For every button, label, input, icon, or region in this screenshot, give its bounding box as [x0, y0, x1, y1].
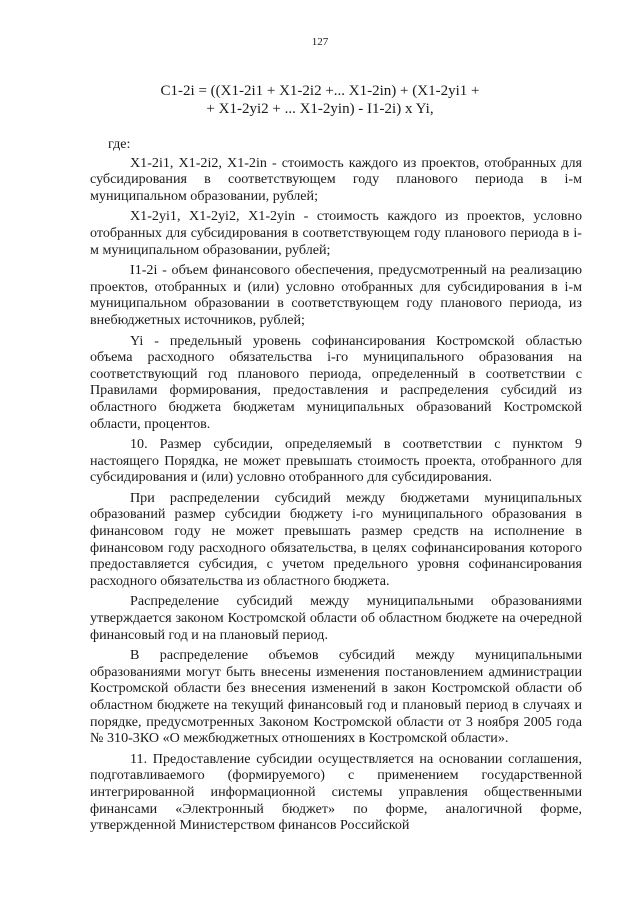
formula-line-1: C1-2i = ((X1-2i1 + X1-2i2 +... X1-2in) + (X1-2yi1 + [160, 83, 480, 99]
paragraph-yi: Yi - предельный уровень софинансирования Костромской областью объема расходного обязательства i-го муниципального образования на соответствующий год планового периода, определенный в соответствии с Правилами формирования, предоставления и распределения субсидий из областного бюджета бюджетам муниципальных образований Костромской области, процентов. [90, 332, 582, 432]
paragraph-i1-2i: I1-2i - объем финансового обеспечения, предусмотренный на реализацию проектов, отобранных и (или) условно отобранных для субсидирования в i-м муниципальном образовании в соответствующем году планового периода, из внебюджетных источников, рублей; [90, 262, 582, 328]
paragraph-11: 11. Предоставление субсидии осуществляется на основании соглашения, подготавливаемого (формируемого) с применением государственной интегрированной информационной системы управления общественными финансами «Электронный бюджет» по форме, аналогичной форме, утвержденной Министерством финансов Российской [90, 750, 582, 834]
paragraph-x1-2yi: X1-2yi1, X1-2yi2, X1-2yin - стоимость каждого из проектов, условно отобранных для субсидирования в соответствующем году планового периода в i-м муниципальном образовании, рублей; [90, 208, 582, 258]
paragraph-x1-2i: X1-2i1, X1-2i2, X1-2in - стоимость каждого из проектов, отобранных для субсидирования в соответствующем году планового периода в i-м муниципальном образовании, рублей; [90, 154, 582, 204]
paragraph-distribution-law: Распределение субсидий между муниципальными образованиями утверждается законом Костромской области об областном бюджете на очередной финансовый год и на плановый период. [90, 593, 582, 643]
page-number: 127 [311, 36, 329, 48]
paragraph-distribution-changes: В распределение объемов субсидий между муниципальными образованиями могут быть внесены изменения постановлением администрации Костромской области без внесения изменений в закон Костромской области об областном бюджете на текущий финансовый год и плановый период в случаях и порядке, предусмотренных Законом Костромской области от 3 ноября 2005 года № 310-3КО «О межбюджетных отношениях в Костромской области». [90, 647, 582, 747]
paragraph-10: 10. Размер субсидии, определяемый в соответствии с пунктом 9 настоящего Порядка, не может превышать стоимость проекта, отобранного для субсидирования и (или) условно отобранного для субсидирования. [90, 436, 582, 486]
paragraph-distribution-limit: При распределении субсидий между бюджетами муниципальных образований размер субсидии бюджету i-го муниципального образования в финансовом году не может превышать размер средств на исполнение в финансовом году расходного обязательства, в целях софинансирования которого предоставляется субсидия, с учетом предельного уровня софинансирования расходного обязательства из областного бюджета. [90, 489, 582, 589]
body-text [90, 136, 582, 838]
formula-line-2: + X1-2yi2 + ... X1-2yin) - I1-2i) x Yi, [206, 101, 434, 117]
formula [0, 82, 640, 118]
where-label: где: [108, 136, 131, 152]
